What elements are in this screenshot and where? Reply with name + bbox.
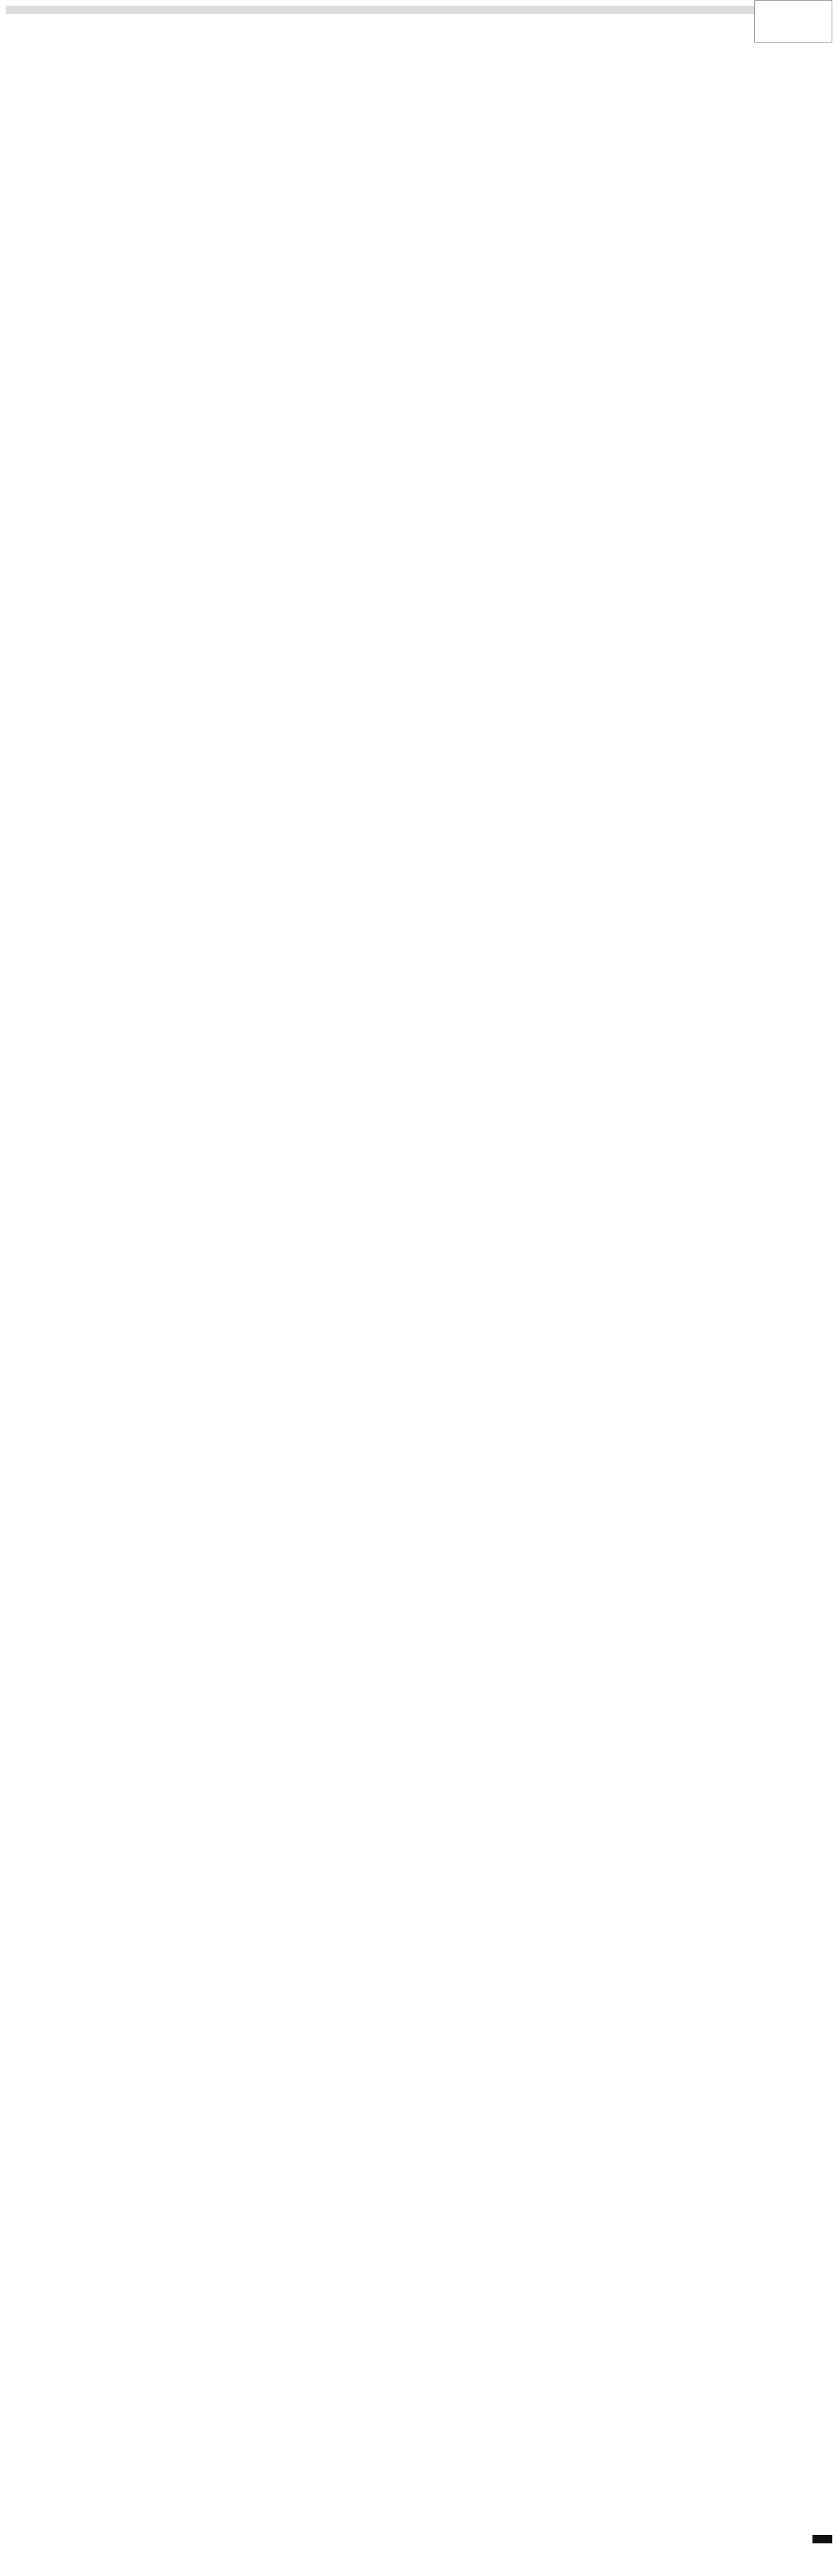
intro-paragraph — [6, 18, 832, 23]
advertisement-banner — [6, 6, 832, 14]
page-footer — [0, 2535, 838, 2576]
page-label — [754, 0, 832, 43]
continued-label — [812, 2535, 832, 2543]
